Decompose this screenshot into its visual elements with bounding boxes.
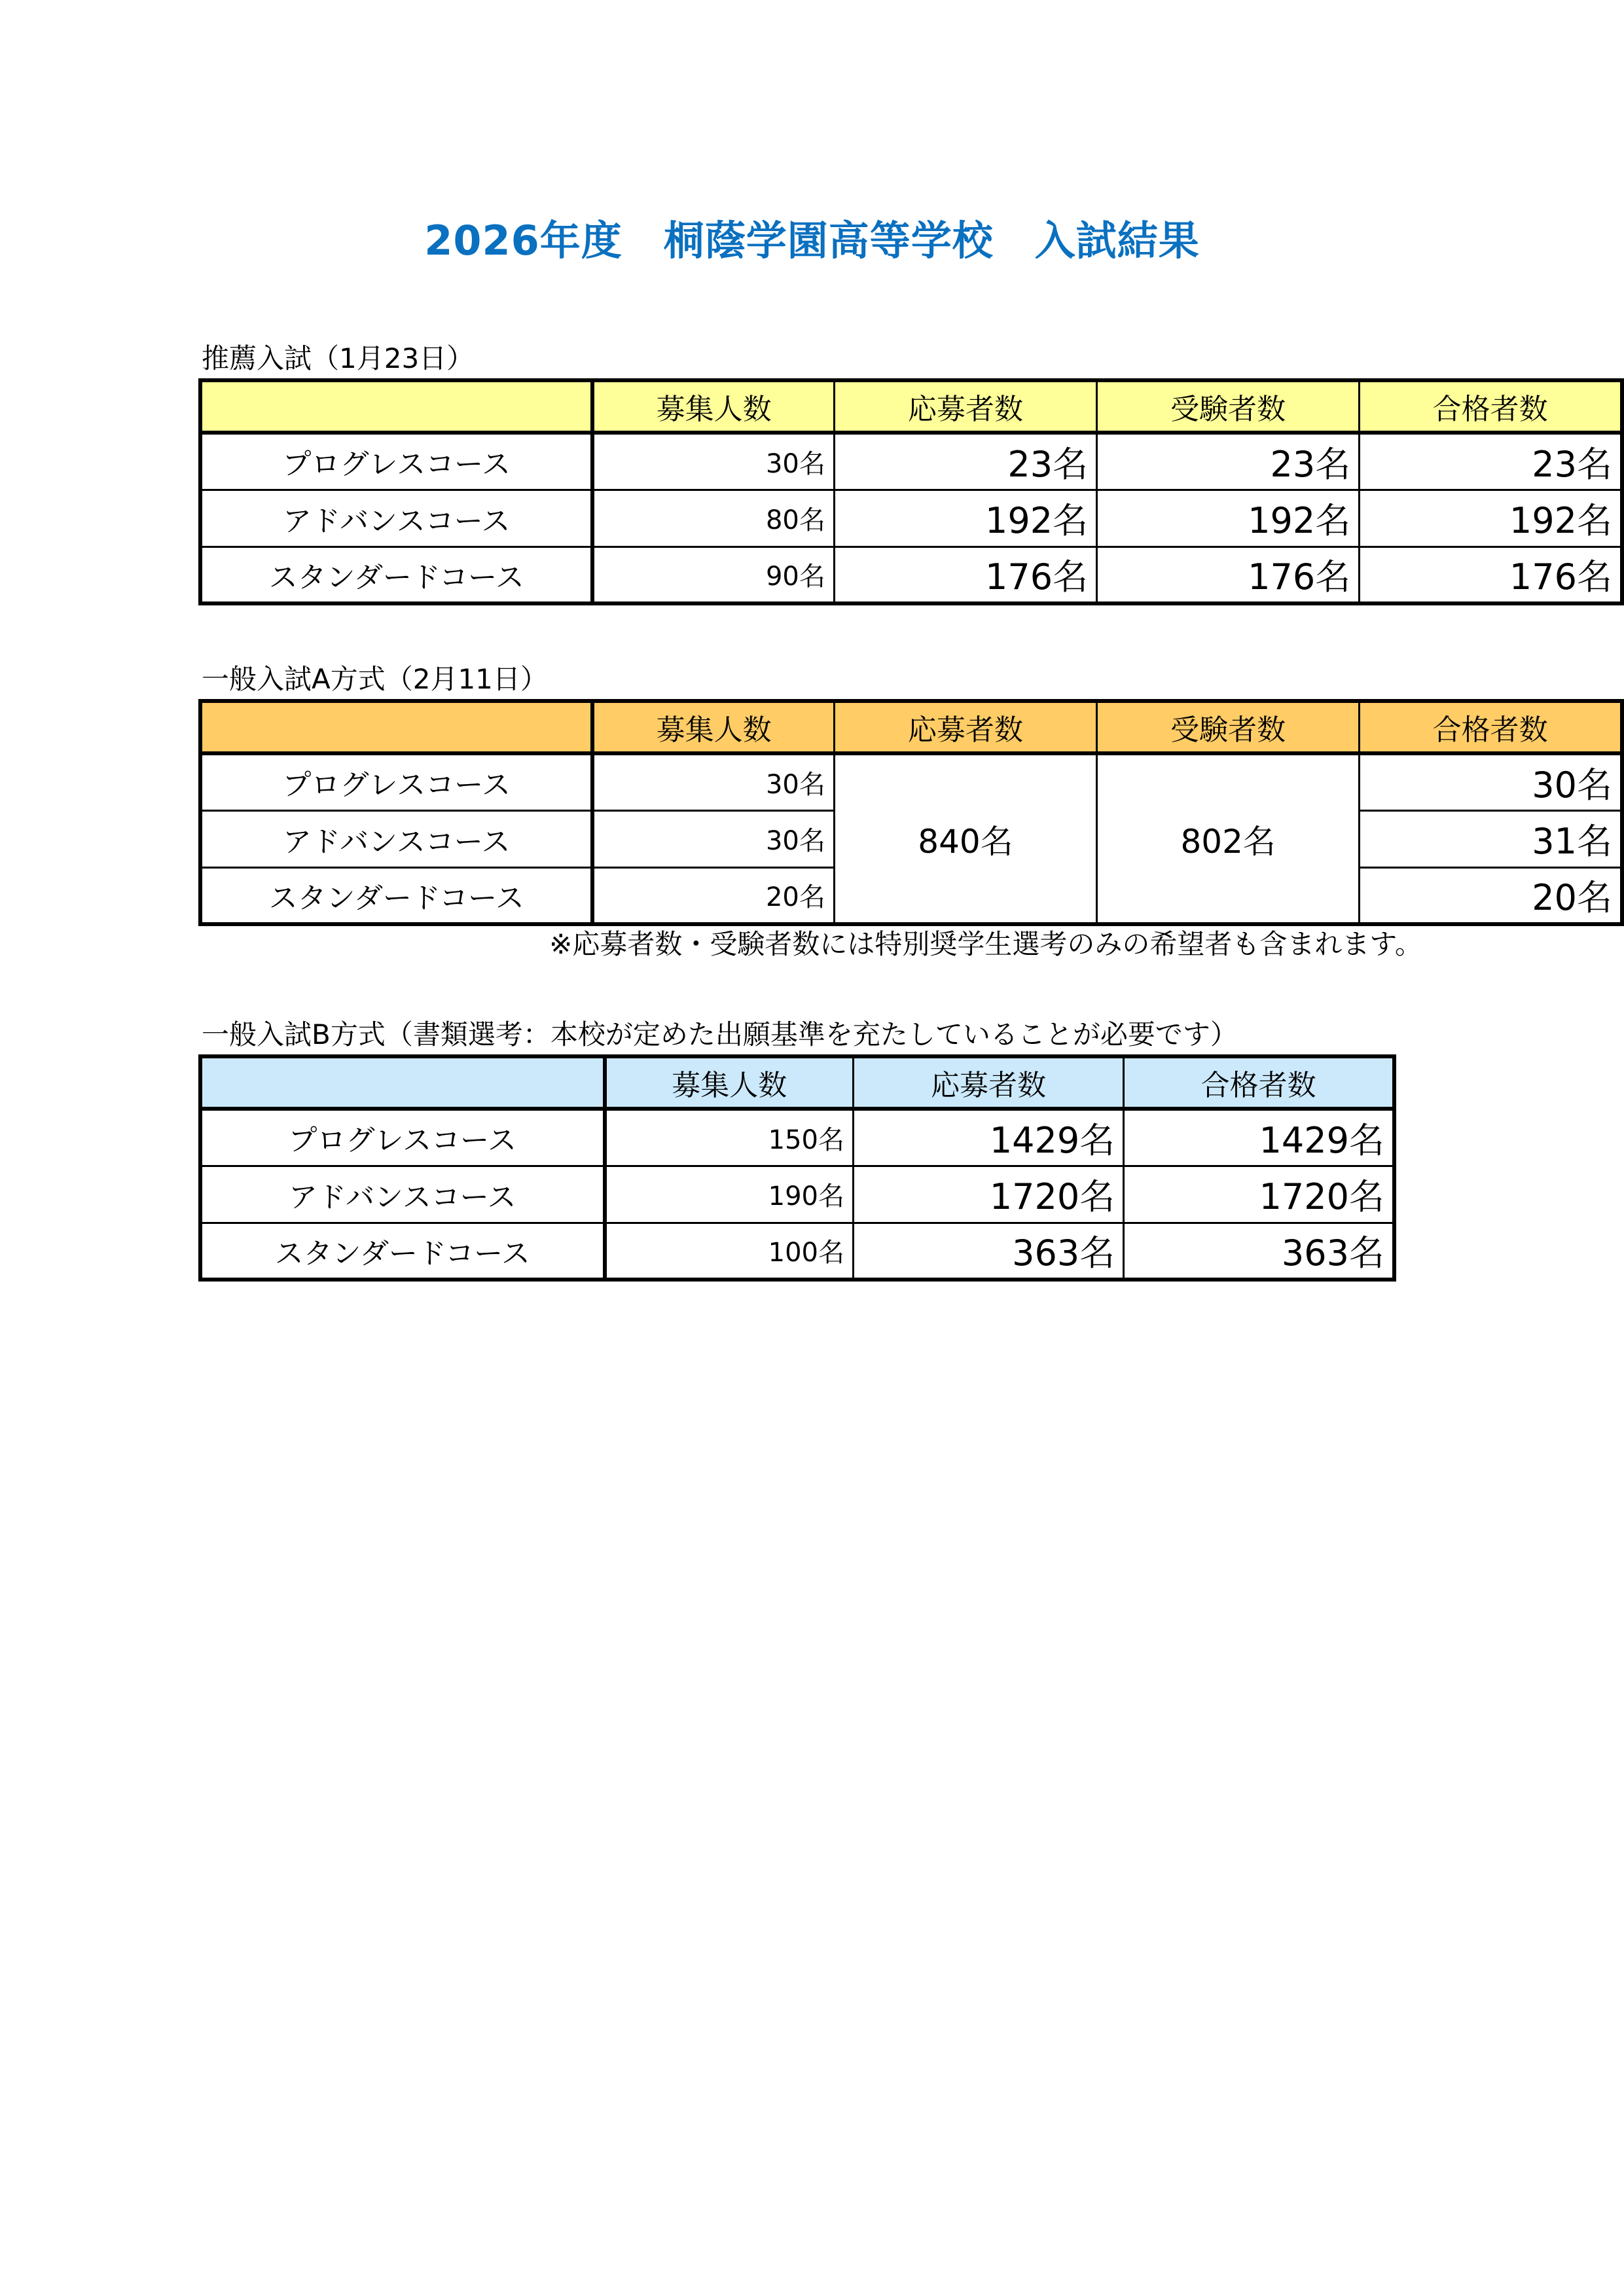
course-name: スタンダードコース <box>200 1223 605 1280</box>
applicants-cell: 176名 <box>834 547 1096 603</box>
course-name: プログレスコース <box>200 433 592 490</box>
examinees-cell: 176名 <box>1097 547 1360 603</box>
course-name: スタンダードコース <box>200 867 592 924</box>
capacity-cell: 30名 <box>592 433 834 490</box>
table-row <box>200 490 1622 547</box>
capacity-cell: 150名 <box>605 1109 854 1166</box>
applicants-cell: 192名 <box>834 490 1096 547</box>
capacity-cell: 30名 <box>592 753 834 810</box>
course-name: スタンダードコース <box>200 547 592 603</box>
applicants-cell: 1720名 <box>854 1166 1124 1223</box>
course-name: プログレスコース <box>200 1109 605 1166</box>
course-name: アドバンスコース <box>200 1166 605 1223</box>
passed-cell: 30名 <box>1360 753 1622 810</box>
table1-caption: 推薦入試（1月23日） <box>202 342 475 374</box>
passed-cell: 31名 <box>1360 810 1622 867</box>
course-name: アドバンスコース <box>200 490 592 547</box>
examinees-cell: 23名 <box>1097 433 1360 490</box>
table2-note: ※応募者数・受験者数には特別奨学生選考のみの希望者も含まれます。 <box>549 928 1422 960</box>
table-header-row <box>200 380 1622 433</box>
applicants-total-cell: 840名 <box>834 753 1096 924</box>
table-row <box>200 547 1622 603</box>
header-passed: 合格者数 <box>1124 1056 1394 1109</box>
table-row <box>200 1166 1394 1223</box>
header-passed: 合格者数 <box>1360 701 1622 753</box>
capacity-cell: 20名 <box>592 867 834 924</box>
course-name: プログレスコース <box>200 753 592 810</box>
passed-cell: 363名 <box>1124 1223 1394 1280</box>
header-applicants: 応募者数 <box>834 701 1096 753</box>
general-exam-a-table <box>198 699 1624 926</box>
passed-cell: 23名 <box>1360 433 1622 490</box>
page-title: 2026年度 桐蔭学園高等学校 入試結果 <box>424 217 1200 264</box>
passed-cell: 1429名 <box>1124 1109 1394 1166</box>
passed-cell: 176名 <box>1360 547 1622 603</box>
table-row <box>200 1223 1394 1280</box>
recommendation-exam-table <box>198 378 1624 605</box>
header-examinees: 受験者数 <box>1097 380 1360 433</box>
table-row <box>200 753 1622 810</box>
capacity-cell: 90名 <box>592 547 834 603</box>
capacity-cell: 190名 <box>605 1166 854 1223</box>
header-blank <box>200 380 592 433</box>
header-applicants: 応募者数 <box>834 380 1096 433</box>
table-row <box>200 433 1622 490</box>
applicants-cell: 363名 <box>854 1223 1124 1280</box>
header-capacity: 募集人数 <box>605 1056 854 1109</box>
table2-caption: 一般入試A方式（2月11日） <box>202 663 548 695</box>
header-applicants: 応募者数 <box>854 1056 1124 1109</box>
capacity-cell: 80名 <box>592 490 834 547</box>
passed-cell: 20名 <box>1360 867 1622 924</box>
passed-cell: 1720名 <box>1124 1166 1394 1223</box>
header-blank <box>200 701 592 753</box>
examinees-total-cell: 802名 <box>1097 753 1360 924</box>
table3-caption: 一般入試B方式（書類選考：本校が定めた出願基準を充たしていることが必要です） <box>202 1018 1238 1050</box>
header-capacity: 募集人数 <box>592 701 834 753</box>
header-capacity: 募集人数 <box>592 380 834 433</box>
header-passed: 合格者数 <box>1360 380 1622 433</box>
passed-cell: 192名 <box>1360 490 1622 547</box>
capacity-cell: 100名 <box>605 1223 854 1280</box>
table-header-row <box>200 1056 1394 1109</box>
examinees-cell: 192名 <box>1097 490 1360 547</box>
applicants-cell: 1429名 <box>854 1109 1124 1166</box>
general-exam-b-table <box>198 1054 1396 1282</box>
table-header-row <box>200 701 1622 753</box>
applicants-cell: 23名 <box>834 433 1096 490</box>
header-examinees: 受験者数 <box>1097 701 1360 753</box>
course-name: アドバンスコース <box>200 810 592 867</box>
header-blank <box>200 1056 605 1109</box>
table-row <box>200 1109 1394 1166</box>
capacity-cell: 30名 <box>592 810 834 867</box>
